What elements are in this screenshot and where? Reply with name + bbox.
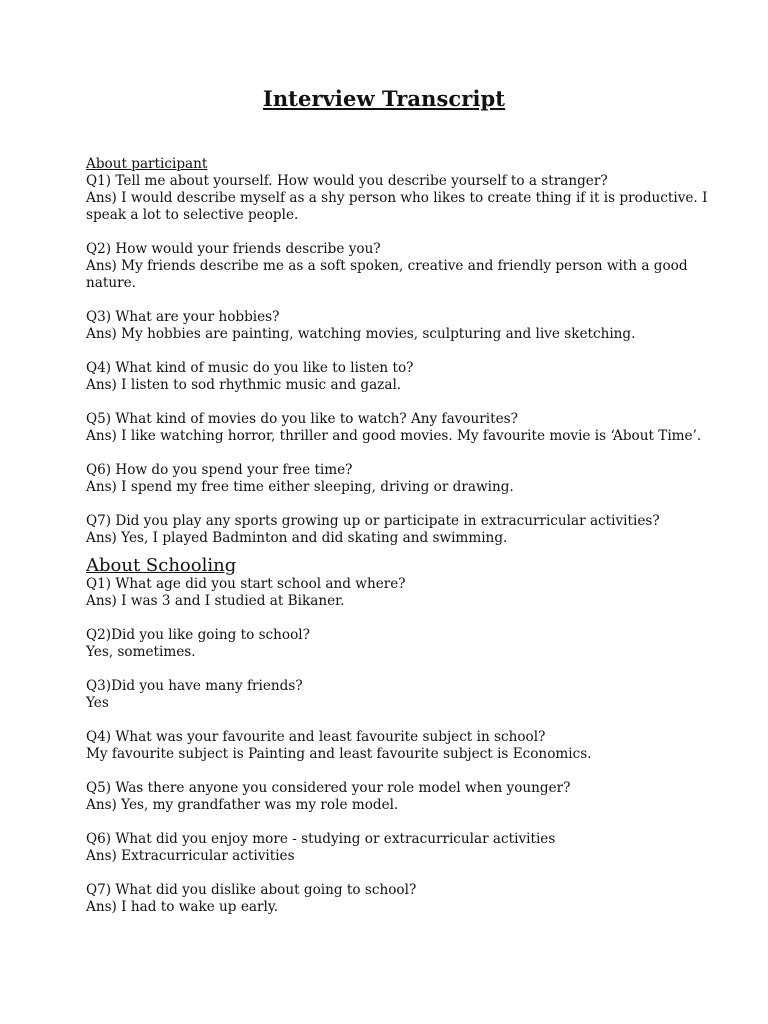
question-text: Q5) What kind of movies do you like to watch? Any favourites? [86,411,518,427]
section-heading-schooling: About Schooling [86,555,237,576]
question-text: Q3)Did you have many friends? [86,678,303,694]
page-title: Interview Transcript [262,86,506,111]
answer-text: Ans) I like watching horror, thriller and good movies. My favourite movie is ‘About Time’. [86,428,702,444]
question-text: Q3) What are your hobbies? [86,309,280,325]
question-text: Q6) What did you enjoy more - studying or extracurricular activities [86,831,556,847]
transcript-body [86,156,708,916]
answer-text: Ans) I would describe myself as a shy person who likes to create thing if it is productive. I [86,190,708,206]
answer-text: speak a lot to selective people. [86,207,299,223]
question-text: Q5) Was there anyone you considered your role model when younger? [86,780,571,796]
answer-text: Ans) My friends describe me as a soft spoken, creative and friendly person with a good [86,258,688,274]
section-heading-participant: About participant [86,156,208,172]
question-text: Q4) What was your favourite and least favourite subject in school? [86,729,546,745]
answer-text: Ans) My hobbies are painting, watching movies, sculpturing and live sketching. [86,326,636,342]
question-text: Q1) What age did you start school and where? [86,576,406,592]
answer-text: Yes [86,695,109,711]
answer-text: My favourite subject is Painting and least favourite subject is Economics. [86,746,592,762]
question-text: Q7) What did you dislike about going to school? [86,882,417,898]
answer-text: Ans) Yes, my grandfather was my role model. [86,797,399,813]
question-text: Q7) Did you play any sports growing up or participate in extracurricular activities? [86,513,660,529]
answer-text: Ans) Extracurricular activities [86,848,295,864]
answer-text: Ans) Yes, I played Badminton and did skating and swimming. [86,530,508,546]
answer-text: Yes, sometimes. [86,644,196,660]
question-text: Q2)Did you like going to school? [86,627,310,643]
answer-text: nature. [86,275,136,291]
question-text: Q2) How would your friends describe you? [86,241,381,257]
question-text: Q1) Tell me about yourself. How would you describe yourself to a stranger? [86,173,608,189]
question-text: Q4) What kind of music do you like to listen to? [86,360,414,376]
answer-text: Ans) I listen to sod rhythmic music and gazal. [86,377,402,393]
answer-text: Ans) I spend my free time either sleeping, driving or drawing. [86,479,514,495]
question-text: Q6) How do you spend your free time? [86,462,353,478]
answer-text: Ans) I had to wake up early. [86,899,279,915]
answer-text: Ans) I was 3 and I studied at Bikaner. [86,593,345,609]
